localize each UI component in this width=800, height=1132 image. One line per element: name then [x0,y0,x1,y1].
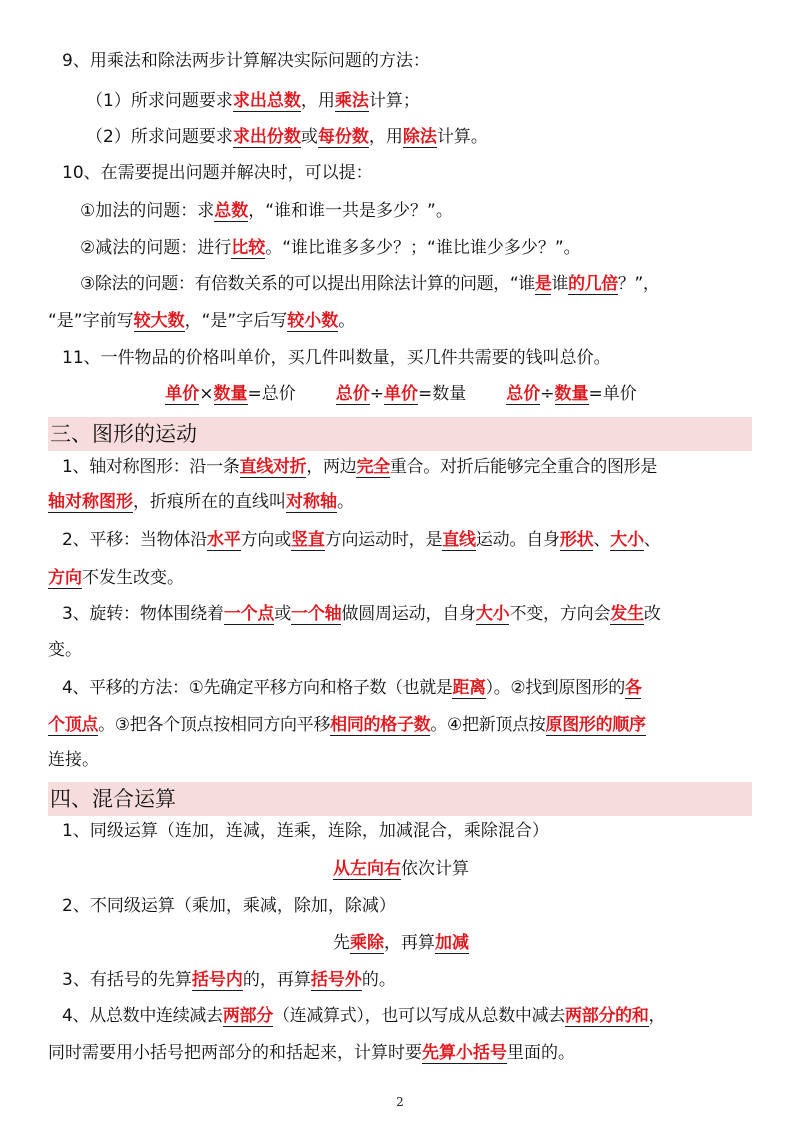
text-run: 的，再算 [242,970,311,990]
keyword: 直线对折 [239,457,307,477]
text-run: 改 [643,604,661,624]
text-run: 重合。对折后能够完全重合的图形是 [389,457,658,477]
text-run: 方向运动时，是 [324,530,443,550]
keyword: 单价 [384,384,418,404]
keyword: 大小 [610,530,644,550]
text-run: 运动。自身 [475,530,560,550]
section-heading-mixed-ops: 四、混合运算 [48,782,752,816]
text-run: 做圆周运动，自身 [341,604,476,624]
text-run: 变。 [48,640,82,660]
keyword: 总价 [335,384,370,404]
text-run: 同时需要用小括号把两部分的和括起来，计算时要 [48,1043,422,1063]
text-run: × [199,384,214,404]
text-run: ，“谁和谁一共是多少？”。 [248,201,453,221]
text-run: 里面的。 [507,1043,575,1063]
keyword: 数量 [213,384,248,404]
keyword: 个顶点 [48,715,99,735]
keyword: 水平 [207,530,241,550]
text-run: ③除法的问题：有倍数关系的可以提出用除法计算的问题，“谁 [80,274,535,294]
text-run: ，“是”字后写 [184,311,288,331]
mixed-4-line-1 [62,1003,754,1029]
keyword: 的几倍 [568,274,618,294]
text-run: ？”， [617,274,660,294]
text-run: =总价 [247,384,296,404]
keyword: 原图形的顺序 [545,715,646,735]
text-run: ，折痕所在的直线叫 [133,492,286,512]
keyword: 各 [624,678,642,698]
motion-3-line-1 [62,601,754,627]
keyword: 加减 [435,933,469,953]
mixed-3 [62,967,754,993]
text-run: ，两边 [306,457,357,477]
text-run: ，用 [368,127,403,147]
text-run: 连接。 [48,750,99,770]
text-run: 2、平移：当物体沿 [62,530,208,550]
keyword: 对称轴 [286,492,337,512]
text-run: ①加法的问题：求 [80,201,215,221]
text-run: 不变，方向会 [509,604,611,624]
text-run: 或 [300,127,318,147]
text-run: “是”字前写 [48,311,134,331]
motion-2-line-1 [62,527,754,553]
text-run: 1、轴对称图形：沿一条 [62,457,240,477]
item-9-rule-2 [86,124,754,150]
text-run: 计算。 [436,127,488,147]
page-number: 2 [396,1095,404,1109]
text-run: 、 [643,530,661,550]
text-run: 4、从总数中连续减去 [62,1006,223,1026]
keyword: 括号外 [310,970,362,990]
text-run: 或 [274,604,292,624]
keyword: 形状 [559,530,594,550]
text-run: ÷ [540,384,555,404]
mixed-1-title [62,818,754,844]
keyword: 总数 [214,201,249,221]
keyword: 竖直 [291,530,325,550]
text-run: 。③把各个顶点按相同方向平移 [98,715,331,735]
text-run: （2）所求问题要求 [86,127,233,147]
keyword: 乘法 [334,91,369,111]
text-run: （连减算式），也可以写成从总数中减去 [272,1006,566,1026]
motion-1-line-2 [48,489,754,515]
keyword: 是 [534,274,552,294]
keyword: 括号内 [191,970,243,990]
keyword: 较大数 [133,311,185,331]
text-run: 。“谁比谁多多少？；“谁比谁少多少？”。 [265,238,581,258]
item-10-title [62,160,754,186]
keyword: 求出份数 [232,127,301,147]
item-9-rule-1 [86,88,754,114]
text-run: 2、不同级运算（乘加，乘减，除加，除减） [62,896,396,916]
text-run: ÷ [369,384,384,404]
keyword: 轴对称图形 [48,492,133,512]
mixed-2-title [62,893,754,919]
mixed-1-rule [48,856,754,882]
text-run: 。 [338,311,356,331]
keyword: 总价 [506,384,541,404]
mixed-4-line-2 [48,1040,754,1066]
keyword: 从左向右 [333,859,401,879]
motion-4-line-3 [48,747,754,773]
keyword: 数量 [554,384,589,404]
text-run: 1、同级运算（连加，连减，连乘，连除，加减混合，乘除混合） [62,821,549,841]
keyword: 完全 [356,457,390,477]
motion-4-line-2 [48,712,754,738]
text-run: 谁 [551,274,569,294]
keyword: 求出总数 [232,91,301,111]
text-run: ， [648,1006,666,1026]
text-run: 计算； [368,91,420,111]
mixed-2-rule [48,930,754,956]
text-run: 。④把新顶点按 [430,715,546,735]
text-run: ②减法的问题：进行 [80,238,232,258]
keyword: 距离 [452,678,486,698]
text-run: 3、旋转：物体围绕着 [62,604,224,624]
motion-4-line-1 [62,675,754,701]
keyword: 相同的格子数 [330,715,431,735]
price-formulas [48,381,754,407]
keyword: 方向 [48,568,82,588]
keyword: 乘除 [350,933,384,953]
text-run: 不发生改变。 [82,568,184,588]
item-10-subtraction [80,235,754,261]
text-run: ，再算 [384,933,435,953]
text-run: ）。②找到原图形的 [485,678,625,698]
motion-3-line-2 [48,637,754,663]
keyword: 两部分 [222,1006,273,1026]
keyword: 单价 [165,384,200,404]
keyword: 每份数 [317,127,369,147]
keyword: 除法 [402,127,437,147]
text-run: =单价 [588,384,637,404]
item-10-addition [80,198,754,224]
item-9-title [62,48,754,74]
section-heading-motion: 三、图形的运动 [48,417,752,451]
item-10-division [80,271,754,297]
keyword: 直线 [442,530,476,550]
motion-2-line-2 [48,565,754,591]
keyword: 比较 [231,238,266,258]
text-run: 、 [593,530,611,550]
keyword: 发生 [610,604,644,624]
text-run: =数量 [418,384,467,404]
text-run: （1）所求问题要求 [86,91,233,111]
text-run: 10、在需要提出问题并解决时，可以提： [62,163,373,183]
text-run: 先 [333,933,350,953]
keyword: 大小 [475,604,510,624]
keyword: 先算小括号 [422,1043,507,1063]
text-run: ，用 [300,91,335,111]
text-run: 3、有括号的先算 [62,970,192,990]
text-run: 依次计算 [401,859,469,879]
motion-1-line-1 [62,454,754,480]
keyword: 一个点 [223,604,275,624]
text-run: 方向或 [240,530,292,550]
text-run: 11、一件物品的价格叫单价，买几件叫数量，买几件共需要的钱叫总价。 [62,348,611,368]
keyword: 一个轴 [291,604,342,624]
text-run: 。 [337,492,354,512]
keyword: 较小数 [287,311,339,331]
text-run: 的。 [361,970,396,990]
item-10-division-cont [48,308,754,334]
text-run: 4、平移的方法：①先确定平移方向和格子数（也就是 [62,678,453,698]
text-run: 9、用乘法和除法两步计算解决实际问题的方法： [62,51,430,71]
keyword: 两部分的和 [565,1006,649,1026]
item-11-title [62,345,754,371]
